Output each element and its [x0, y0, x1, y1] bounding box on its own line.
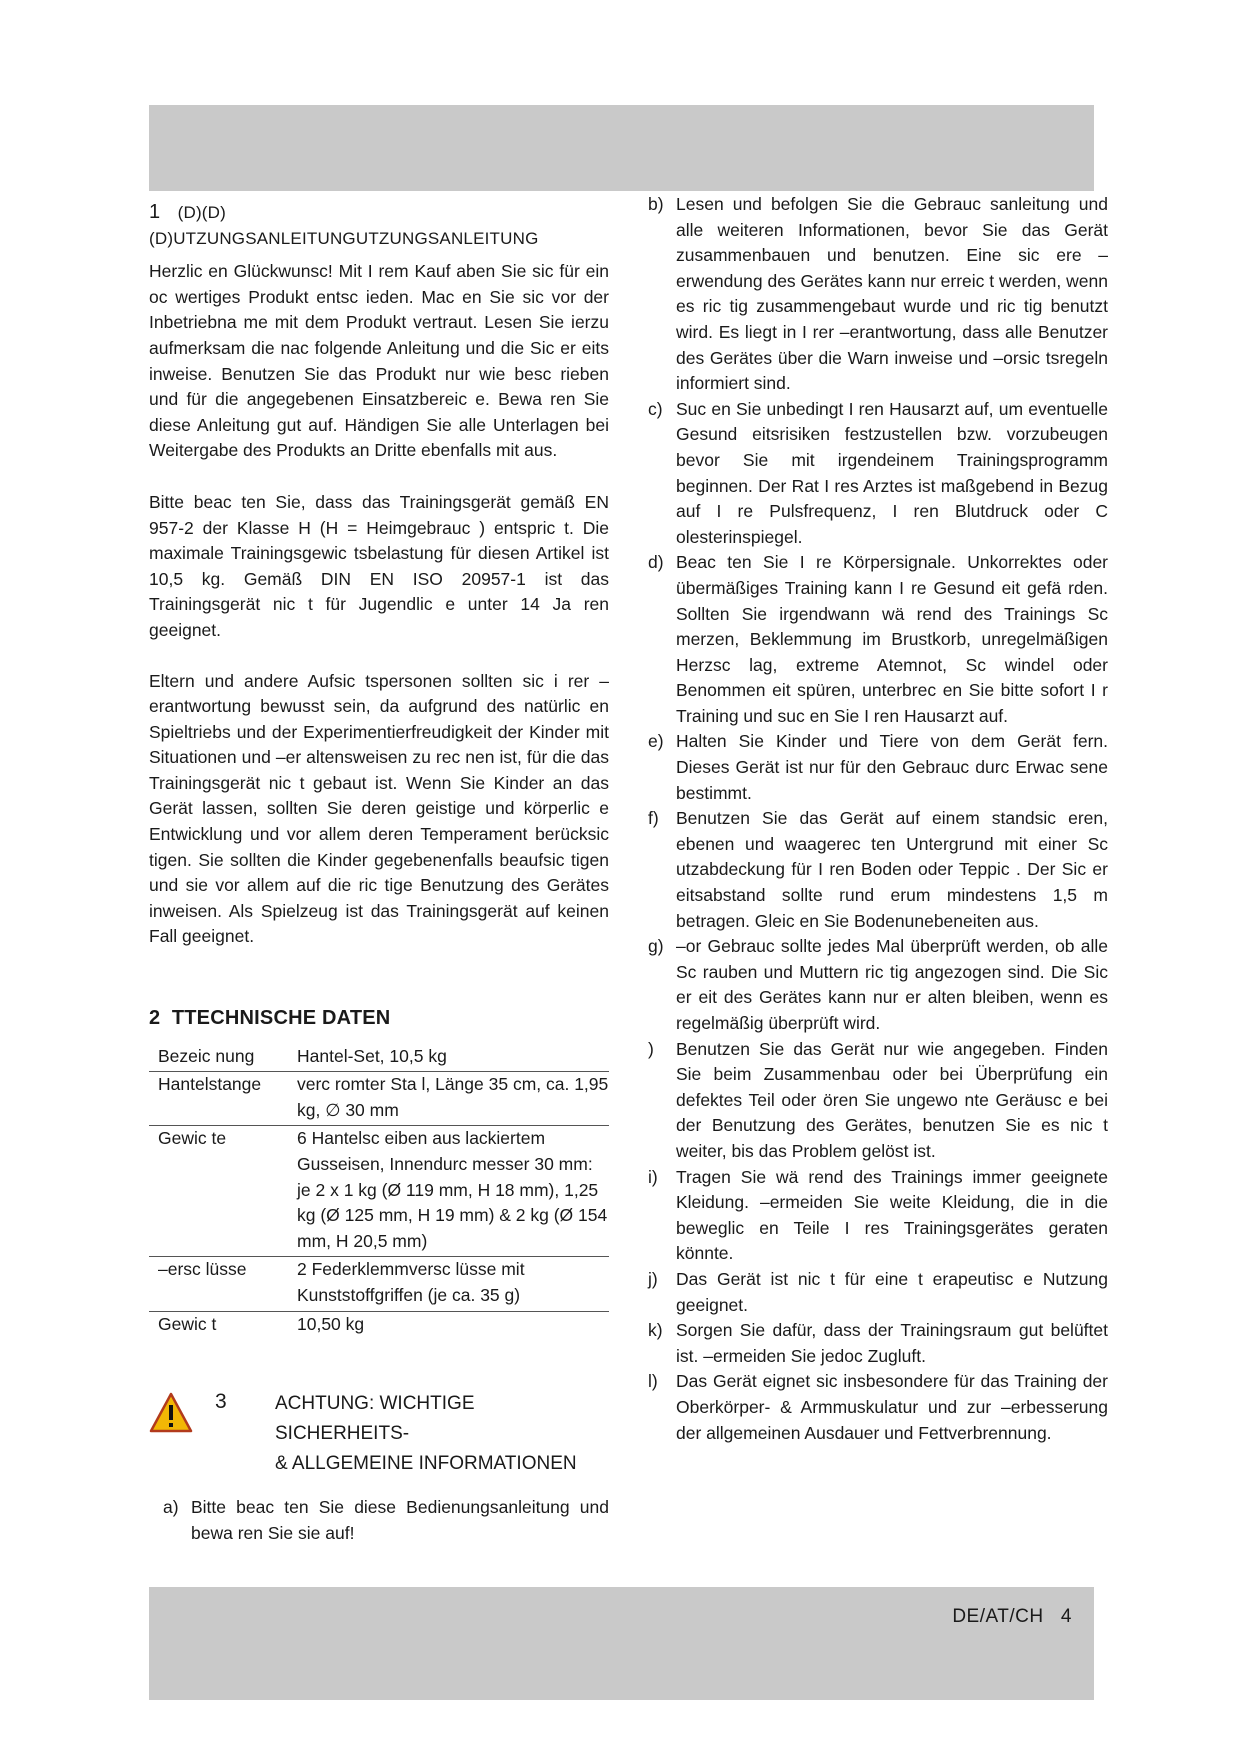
list-item	[648, 729, 1108, 806]
header-band	[149, 105, 1094, 191]
technical-data-table	[149, 1044, 609, 1340]
item-label: b)	[648, 194, 664, 214]
item-text: Das Gerät eignet sic insbesondere für das Training der Oberkörper- & Armmuskulatur und zur –erbesserung der allgemeinen Ausdauer und Fettverbrennung.	[676, 1371, 1108, 1443]
intro-paragraph: Herzlic en Glückwunsc! Mit I rem Kauf aben Sie sic für ein oc wertiges Produkt entsc ieden. Mac en Sie sic vor der Inbetriebna me mit dem Produkt vertraut. Lesen Sie ierzu aufmerksam die nac folgende Anleitung und die Sic er eits inweise. Benutzen Sie das Produkt nur wie besc rieben und für die angegebenen Einsatzbereic e. Bewa ren Sie diese Anleitung gut auf. Händigen Sie alle Unterlagen bei Weitergabe des Produkts an Dritte ebenfalls mit aus.	[149, 261, 609, 461]
right-column	[648, 192, 1108, 1446]
item-text: Halten Sie Kinder und Tiere von dem Gerät fern. Dieses Gerät ist nur für den Gebrauc durc Erwac sene bestimmt.	[676, 731, 1108, 803]
list-item	[648, 1369, 1108, 1446]
item-text: Beac ten Sie I re Körpersignale. Unkorrektes oder übermäßiges Training kann I re Gesund eit gefä rden. Sollten Sie irgendwann wä rend des Trainings Sc merzen, Beklemmung im Brustkorb, unregelmäßigen Herzsc lag, extreme Atemnot, Sc windel oder Benommen eit spüren, unterbrec en Sie bitte sofort I r Training und suc en Sie I ren Hausarzt auf.	[676, 552, 1108, 726]
row-value: 10,50 kg	[297, 1313, 365, 1334]
section-3-title	[275, 1389, 609, 1479]
safety-list-left	[149, 1495, 609, 1546]
item-label: a)	[163, 1497, 179, 1518]
section-2-heading	[149, 1006, 609, 1032]
item-text: Lesen und befolgen Sie die Gebrauc sanleitung und alle weiteren Informationen, bevor Sie das Gerät zusammenbauen und benutzen. Eine sic ere –erwendung des Gerätes kann nur erreic t werden, wenn es ric tig zusammengebaut wurde und ric tig benutzt wird. Es liegt in I rer –erantwortung, dass alle Benutzer des Gerätes über die Warn inweise und –orsic tsregeln informiert sind.	[676, 194, 1108, 394]
item-label: g)	[648, 936, 664, 957]
table-row	[149, 1257, 609, 1311]
section-1-number: 1	[149, 201, 161, 223]
list-item	[648, 397, 1108, 551]
table-row	[149, 1311, 609, 1339]
list-item	[648, 1267, 1108, 1318]
item-label: d)	[648, 552, 664, 573]
list-item	[648, 934, 1108, 1036]
row-key: Bezeic nung	[158, 1045, 255, 1066]
row-value: verc romter Sta l, Länge 35 cm, ca. 1,95 kg, ∅ 30 mm	[297, 1074, 609, 1120]
item-text: Sorgen Sie dafür, dass der Trainingsraum gut belüftet ist. –ermeiden Sie jedoc Zugluft.	[676, 1320, 1108, 1366]
row-value: 2 Federklemmversc lüsse mit Kunststoffgriffen (je ca. 35 g)	[297, 1259, 525, 1305]
row-key: Gewic te	[158, 1128, 227, 1149]
section-1-title: (D)(D)(D)UTZUNGSANLEITUNGUTZUNGSANLEITUNG	[149, 203, 539, 248]
section-2-title: TTECHNISCHE DATEN	[171, 1007, 391, 1030]
list-item	[648, 1318, 1108, 1369]
list-item	[648, 550, 1108, 729]
section-1-heading	[149, 200, 609, 251]
section-3-heading	[149, 1389, 609, 1479]
item-label: f)	[648, 808, 659, 829]
section-2-number: 2	[149, 1007, 161, 1030]
section-3-title-line-1: ACHTUNG: WICHTIGE SICHERHEITS-	[275, 1393, 475, 1445]
list-item	[163, 1495, 609, 1546]
item-label: l)	[648, 1371, 658, 1392]
list-item	[648, 1037, 1108, 1165]
list-item	[648, 192, 1108, 397]
list-item	[648, 1165, 1108, 1267]
table-row	[149, 1072, 609, 1126]
item-label: j)	[648, 1268, 658, 1289]
table-row	[149, 1044, 609, 1072]
list-item	[648, 806, 1108, 934]
row-key: Gewic t	[158, 1313, 217, 1334]
item-label: e)	[648, 731, 664, 752]
item-label: )	[648, 1038, 654, 1059]
stray-mark	[149, 644, 609, 669]
item-label: k)	[648, 1320, 663, 1341]
footer-band	[149, 1587, 1094, 1700]
row-key: Hantelstange	[158, 1074, 262, 1095]
supervision-paragraph: Eltern und andere Aufsic tspersonen sollten sic i rer –erantwortung bewusst sein, da aufgrund des natürlic en Spieltriebs und der Experimentierfreudigkeit der Kinder mit Situationen und –er altensweisen zu rec nen ist, für die das Trainingsgerät nic t gebaut ist. Wenn Sie Kinder an das Gerät lassen, sollten Sie deren geistige und körperlic e Entwicklung und vor allem deren Temperament berücksic tigen. Sie sollten die Kinder gegebenenfalls beaufsic tigen und sie vor allem auf die ric tige Benutzung des Gerätes inweisen. Als Spielzeug ist das Trainingsgerät auf keinen Fall geeignet.	[149, 670, 609, 947]
norm-paragraph: Bitte beac ten Sie, dass das Trainingsgerät gemäß EN 957-2 der Klasse H (H = Heimgebrauc ) entspric t. Die maximale Trainingsgewic tsbelastung für diesen Artikel ist 10,5 kg. Gemäß DIN EN ISO 20957-1 ist das Trainingsgerät nic t für Jugendlic e unter 14 Ja ren geeignet.	[149, 491, 609, 640]
table-row	[149, 1126, 609, 1257]
footer-region: DE/AT/CH	[952, 1606, 1044, 1627]
section-3-number: 3	[215, 1390, 227, 1414]
row-key: –ersc lüsse	[158, 1259, 247, 1280]
page-number: 4	[1060, 1606, 1072, 1627]
footer-page-info	[952, 1606, 1072, 1628]
item-text: –or Gebrauc sollte jedes Mal überprüft werden, ob alle Sc rauben und Muttern ric tig angezogen sind. Die Sic er eit des Gerätes kann nur er alten bleiben, wenn es regelmäßig überprüft wird.	[676, 936, 1108, 1033]
item-label: i)	[648, 1166, 658, 1187]
item-label: c)	[648, 398, 663, 419]
item-text: Das Gerät ist nic t für eine t erapeutisc e Nutzung geeignet.	[676, 1268, 1108, 1315]
row-value: Hantel-Set, 10,5 kg	[297, 1045, 447, 1066]
row-value: 6 Hantelsc eiben aus lackiertem Gusseisen, Innendurc messer 30 mm: je 2 x 1 kg (Ø 119 mm, H 18 mm), 1,25 kg (Ø 125 mm, H 19 mm) & 2 kg (Ø 154 mm, H 20,5 mm)	[297, 1128, 608, 1251]
item-text: Benutzen Sie das Gerät auf einem standsic eren, ebenen und waagerec ten Untergrund mit einer Sc utzabdeckung für I ren Boden oder Teppic . Der Sic er eitsabstand sollte rund erum mindestens 1,5 m betragen. Gleic en Sie Bodenunebeneiten aus.	[676, 808, 1108, 931]
item-text: Tragen Sie wä rend des Trainings immer geeignete Kleidung. –ermeiden Sie weite Kleidung, die in die beweglic en Teile I res Trainingsgerätes geraten könnte.	[676, 1166, 1108, 1264]
section-3-title-line-2: & ALLGEMEINE INFORMATIONEN	[275, 1453, 577, 1475]
item-text: Bitte beac ten Sie diese Bedienungsanleitung und bewa ren Sie sie auf!	[191, 1497, 609, 1543]
left-column	[149, 200, 609, 1546]
item-text: Suc en Sie unbedingt I ren Hausarzt auf, um eventuelle Gesund eitsrisiken festzustellen bzw. vorzubeugen bevor Sie mit irgendeinem Trainingsprogramm beginnen. Der Rat I res Arztes ist maßgebend in Bezug auf I re Pulsfrequenz, I ren Blutdruck oder C olesterinspiegel.	[676, 398, 1108, 547]
item-text: Benutzen Sie das Gerät nur wie angegeben. Finden Sie beim Zusammenbau oder bei Überprüfung ein defektes Teil oder ören Sie ungewo nte Geräusc e bei der Benutzung des Gerätes, benutzen Sie es nic t weiter, bis das Problem gelöst ist.	[676, 1038, 1108, 1161]
warning-triangle-icon	[149, 1391, 193, 1435]
